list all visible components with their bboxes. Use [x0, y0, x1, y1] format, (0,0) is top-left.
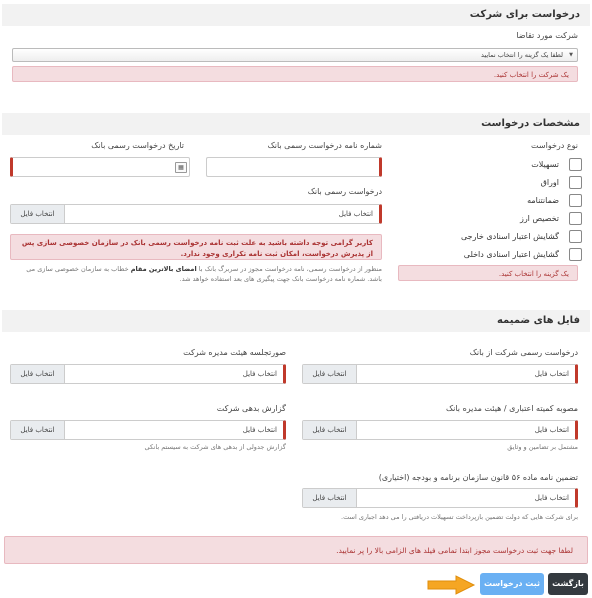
checkbox-row-3[interactable]	[520, 212, 582, 225]
section-header-request: مشخصات درخواست	[2, 113, 590, 135]
checkbox-lc-foreign[interactable]	[569, 230, 582, 243]
company-select-value: لطفا یک گزینه را انتخاب نمایید	[480, 51, 563, 59]
debt-report-file[interactable]	[10, 420, 286, 440]
checkbox-label: تسهیلات	[531, 160, 559, 169]
note-bold: امضای بالاترین مقام	[130, 265, 197, 273]
checkbox-tashilat[interactable]	[569, 158, 582, 171]
guarantee-label: تضمین نامه ماده ۵۶ قانون سازمان برنامه و بودجه (اختیاری)	[378, 473, 578, 482]
checkbox-row-4[interactable]	[461, 230, 582, 243]
checkbox-label: گشایش اعتبار اسنادی داخلی	[463, 250, 559, 259]
bank-official-file[interactable]	[302, 364, 578, 384]
bank-letter-no-label: شماره نامه درخواست رسمی بانک	[267, 141, 382, 150]
checkbox-zemanat[interactable]	[569, 194, 582, 207]
checkbox-label: ضمانتنامه	[527, 196, 559, 205]
choose-file-button[interactable]: انتخاب فایل	[11, 365, 65, 383]
section-header-attachments: فایل های ضمیمه	[2, 310, 590, 332]
debt-report-label: گزارش بدهی شرکت	[216, 404, 286, 413]
guarantee-file[interactable]	[302, 488, 578, 508]
company-label: شرکت مورد تقاضا	[516, 31, 578, 40]
company-select[interactable]	[12, 48, 578, 62]
checkbox-arz[interactable]	[569, 212, 582, 225]
checkbox-label: تخصیص ارز	[519, 214, 559, 223]
checkbox-oragh[interactable]	[569, 176, 582, 189]
file-name: انتخاب فایل	[534, 494, 569, 502]
duplicate-warning: کاربر گرامی توجه داشته باشید به علت ثبت نامه درخواست رسمی بانک در سازمان خصوصی سازی پس از پذیرش درخواست، امکان ثبت نامه تکراری وجود ندارد.	[10, 234, 382, 260]
select-arrow-icon: ▼	[569, 52, 573, 58]
bank-letter-date-label: تاریخ درخواست رسمی بانک	[91, 141, 184, 150]
submit-button[interactable]: ثبت درخواست	[480, 573, 544, 595]
checkbox-label: اوراق	[540, 178, 559, 187]
file-name: انتخاب فایل	[242, 426, 277, 434]
official-request-file[interactable]	[10, 204, 382, 224]
checkbox-lc-domestic[interactable]	[569, 248, 582, 261]
note-text: منظور از درخواست رسمی، نامه درخواست مجوز در سربرگ بانک با	[196, 265, 382, 273]
section-header-company: درخواست برای شرکت	[2, 4, 590, 26]
company-error: یک شرکت را انتخاب کنید.	[12, 66, 578, 82]
choose-file-button[interactable]: انتخاب فایل	[11, 205, 65, 223]
checkbox-row-0[interactable]	[531, 158, 582, 171]
guarantee-hint: برای شرکت هایی که دولت تضمین بازپرداخت تسهیلات دریافتی را می دهد اجباری است.	[341, 513, 578, 521]
board-minutes-label: صورتجلسه هیئت مدیره شرکت	[183, 348, 286, 357]
choose-file-button[interactable]: انتخاب فایل	[303, 489, 357, 507]
official-request-label: درخواست رسمی بانک	[307, 187, 382, 196]
request-type-error: یک گزینه را انتخاب کنید.	[398, 265, 578, 281]
bank-letter-date-input[interactable]	[10, 157, 190, 177]
board-minutes-file[interactable]	[10, 364, 286, 384]
request-type-label: نوع درخواست	[531, 141, 578, 150]
choose-file-button[interactable]: انتخاب فایل	[303, 421, 357, 439]
credit-committee-label: مصوبه کمیته اعتباری / هیئت مدیره بانک	[445, 404, 578, 413]
bank-letter-no-input[interactable]	[206, 157, 382, 177]
credit-committee-hint: مشتمل بر تضامین و وثایق	[507, 443, 578, 451]
arrow-pointer-icon	[426, 574, 476, 596]
checkbox-row-1[interactable]	[541, 176, 582, 189]
file-name: انتخاب فایل	[338, 210, 373, 218]
file-name: انتخاب فایل	[534, 426, 569, 434]
file-name: انتخاب فایل	[242, 370, 277, 378]
file-name: انتخاب فایل	[534, 370, 569, 378]
checkbox-row-2[interactable]	[527, 194, 582, 207]
bank-official-label: درخواست رسمی شرکت از بانک	[469, 348, 578, 357]
checkbox-label: گشایش اعتبار اسنادی خارجی	[460, 232, 559, 241]
official-request-note	[10, 264, 382, 284]
calendar-icon[interactable]: ▦	[175, 162, 187, 173]
choose-file-button[interactable]: انتخاب فایل	[11, 421, 65, 439]
back-button[interactable]: بازگشت	[548, 573, 588, 595]
credit-committee-file[interactable]	[302, 420, 578, 440]
checkbox-row-5[interactable]	[464, 248, 582, 261]
note-text-2: خطاب به سازمان خصوصی سازی می باشد. شماره نامه درخواست بانک جهت پیگیری های بعد استفاده خواهد شد.	[26, 265, 382, 283]
submit-alert: لطفا جهت ثبت درخواست مجوز ابتدا تمامی فیلد های الزامی بالا را پر نمایید.	[4, 536, 588, 564]
debt-report-hint: گزارش جدولی از بدهی های شرکت به سیستم بانکی	[144, 443, 286, 451]
choose-file-button[interactable]: انتخاب فایل	[303, 365, 357, 383]
